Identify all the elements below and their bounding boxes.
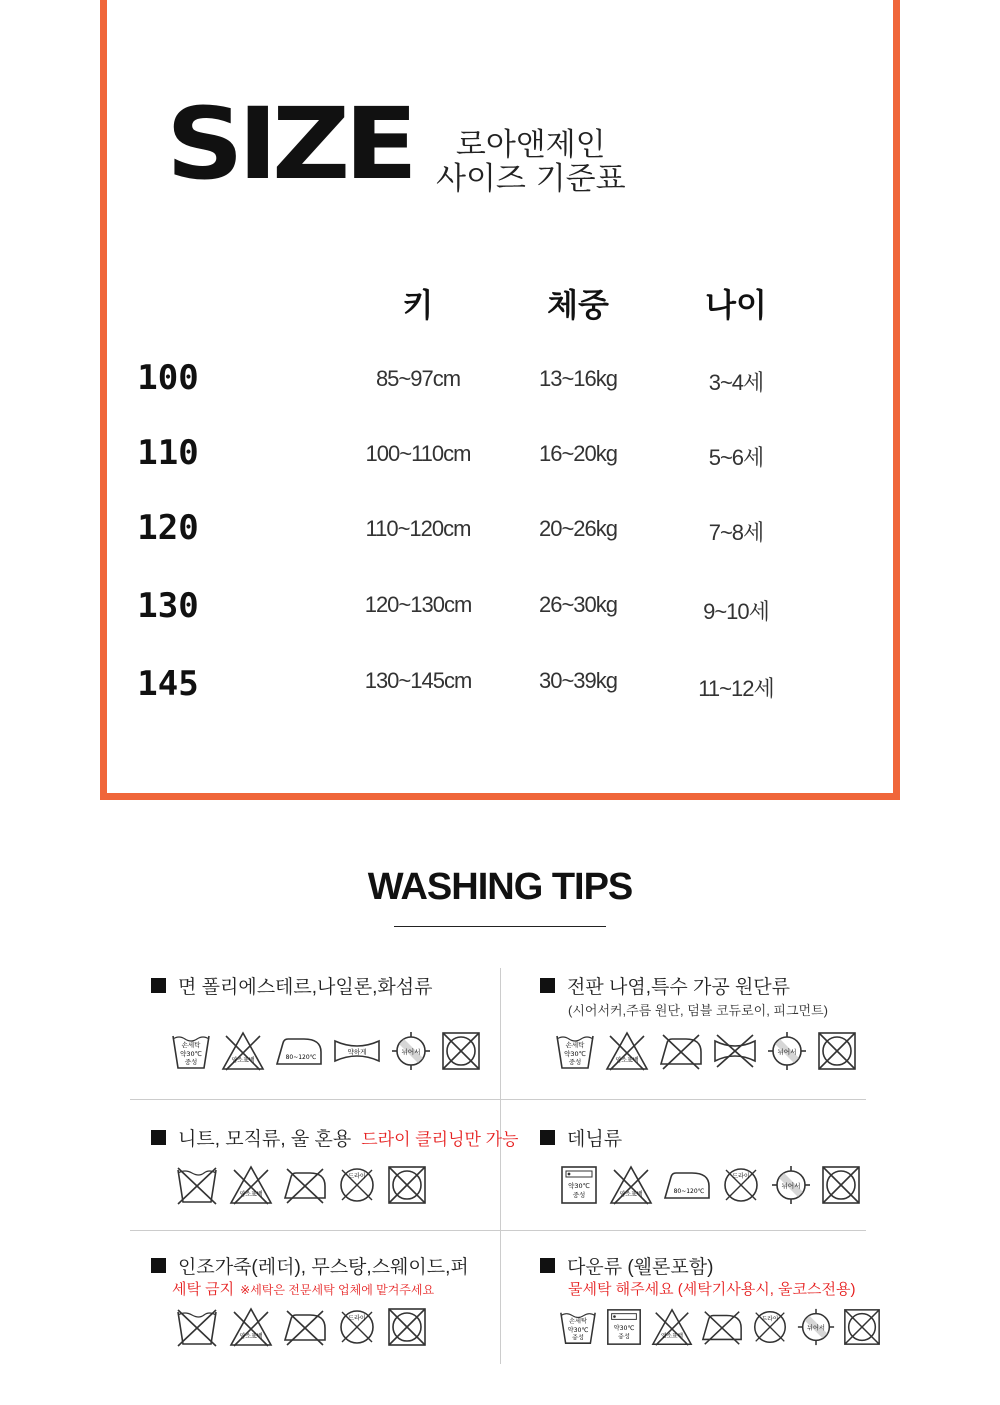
no-tumble-dry-icon xyxy=(820,1164,862,1206)
svg-text:드라이: 드라이 xyxy=(348,1315,366,1322)
row-weight: 13~16kg xyxy=(538,366,618,391)
category-label: 면 폴리에스테르,나일론,화섬류 xyxy=(178,977,433,998)
category-label: 다운류 (웰론포함) xyxy=(567,1257,714,1278)
svg-text:80~120℃: 80~120℃ xyxy=(285,1054,317,1061)
no-bleach-icon xyxy=(220,1030,266,1072)
column-divider xyxy=(500,968,501,1364)
bullet-square xyxy=(151,1258,166,1273)
size-subtitle-brand: 로아앤제인 xyxy=(455,127,606,163)
size-subtitle-desc: 사이즈 기준표 xyxy=(436,161,626,197)
row-height: 110~120cm xyxy=(365,516,471,541)
svg-text:약30℃: 약30℃ xyxy=(567,1326,589,1334)
row-divider xyxy=(130,1099,866,1100)
shade-dry-icon xyxy=(770,1164,812,1206)
wash-category-down xyxy=(540,1252,713,1279)
row-weight: 26~30kg xyxy=(538,592,618,617)
bullet-square xyxy=(151,978,166,993)
row-age: 3~4세 xyxy=(708,370,764,395)
care-icons xyxy=(554,1030,858,1072)
care-icons xyxy=(174,1164,428,1206)
no-tumble-dry-icon xyxy=(440,1030,482,1072)
wash-category-leather xyxy=(151,1252,469,1279)
svg-text:드라이: 드라이 xyxy=(732,1173,750,1180)
no-tumble-dry-icon xyxy=(386,1306,428,1348)
care-icons xyxy=(174,1306,428,1348)
dry-clean-icon xyxy=(336,1164,378,1206)
no-tumble-dry-icon xyxy=(842,1306,882,1348)
bullet-square xyxy=(540,1258,555,1273)
row-height: 120~130cm xyxy=(364,592,472,617)
row-size-label: 145 xyxy=(137,664,199,704)
wash-category-knit xyxy=(151,1124,518,1151)
dry-clean-icon xyxy=(750,1306,790,1348)
shade-dry-icon xyxy=(796,1306,836,1348)
row-divider xyxy=(130,1230,866,1231)
svg-text:약30℃: 약30℃ xyxy=(180,1050,202,1058)
row-age: 7~8세 xyxy=(708,520,764,545)
svg-text:염소표백: 염소표백 xyxy=(619,1191,643,1198)
wash-category-cotton xyxy=(151,972,432,999)
care-icons xyxy=(170,1030,482,1072)
bullet-square xyxy=(540,1130,555,1145)
no-bleach-icon xyxy=(228,1306,274,1348)
svg-text:염소표백: 염소표백 xyxy=(660,1333,684,1340)
hand-wash-icon xyxy=(558,1306,598,1348)
svg-text:뉘어서: 뉘어서 xyxy=(781,1182,801,1190)
svg-text:뉘어서: 뉘어서 xyxy=(777,1048,797,1056)
row-age: 9~10세 xyxy=(703,599,769,624)
warning-text: 세탁 금지 xyxy=(172,1281,235,1298)
no-wash-icon xyxy=(174,1306,220,1348)
row-size-label: 110 xyxy=(137,433,199,473)
dry-clean-only-note: 드라이 클리닝만 가능 xyxy=(361,1130,519,1149)
svg-text:손세탁: 손세탁 xyxy=(181,1041,201,1049)
svg-text:중성: 중성 xyxy=(184,1058,198,1066)
hand-wash-icon xyxy=(170,1030,212,1072)
svg-text:염소표백: 염소표백 xyxy=(239,1191,263,1198)
row-weight: 16~20kg xyxy=(538,441,618,466)
iron-medium-icon xyxy=(662,1164,712,1206)
no-bleach-icon xyxy=(228,1164,274,1206)
no-wash-icon xyxy=(174,1164,220,1206)
row-height: 130~145cm xyxy=(364,668,472,693)
header-age: 나이 xyxy=(705,286,767,324)
bullet-square xyxy=(151,1130,166,1145)
svg-text:약30℃: 약30℃ xyxy=(564,1050,586,1058)
svg-text:염소표백: 염소표백 xyxy=(615,1057,639,1064)
care-icons xyxy=(558,1306,882,1348)
row-height: 85~97cm xyxy=(375,366,461,391)
svg-text:중성: 중성 xyxy=(618,1333,630,1341)
svg-text:드라이: 드라이 xyxy=(761,1316,779,1323)
svg-text:80~120℃: 80~120℃ xyxy=(673,1188,705,1195)
washing-tips-title: WASHING TIPS xyxy=(367,866,633,908)
svg-text:뉘어서: 뉘어서 xyxy=(807,1324,825,1332)
shade-dry-icon xyxy=(766,1030,808,1072)
no-wring-icon xyxy=(712,1030,758,1072)
no-bleach-icon xyxy=(604,1030,650,1072)
svg-text:염소표백: 염소표백 xyxy=(239,1333,263,1340)
bullet-square xyxy=(540,978,555,993)
svg-text:약30℃: 약30℃ xyxy=(613,1324,635,1332)
row-age: 5~6세 xyxy=(708,445,764,470)
gentle-wring-icon xyxy=(332,1030,382,1072)
dry-clean-icon xyxy=(720,1164,762,1206)
row-weight: 20~26kg xyxy=(538,516,618,541)
row-age: 11~12세 xyxy=(698,676,774,701)
machine-wash-icon xyxy=(604,1306,644,1348)
svg-text:손세탁: 손세탁 xyxy=(569,1318,587,1326)
row-height: 100~110cm xyxy=(365,441,471,466)
size-title: SIZE xyxy=(166,86,413,202)
shade-dry-icon xyxy=(390,1030,432,1072)
header-weight: 체중 xyxy=(547,286,609,324)
category-label: 전판 나염,특수 가공 원단류 xyxy=(567,977,791,998)
no-iron-icon xyxy=(282,1306,328,1348)
warning-subtext: ※세탁은 전문세탁 업체에 맡겨주세요 xyxy=(240,1283,435,1297)
size-subtitle xyxy=(436,128,626,196)
no-iron-icon xyxy=(282,1164,328,1206)
dry-clean-icon xyxy=(336,1306,378,1348)
svg-text:약하게: 약하게 xyxy=(347,1048,367,1056)
category-label: 니트, 모직류, 울 혼용 xyxy=(178,1129,352,1150)
svg-text:약30℃: 약30℃ xyxy=(568,1182,590,1190)
wash-category-denim xyxy=(540,1124,622,1151)
no-tumble-dry-icon xyxy=(816,1030,858,1072)
water-wash-note: 물세탁 해주세요 (세탁기사용시, 울코스전용) xyxy=(568,1281,856,1298)
row-size-label: 100 xyxy=(137,358,199,398)
no-bleach-icon xyxy=(608,1164,654,1206)
category-label: 인조가죽(레더), 무스탕,스웨이드,퍼 xyxy=(178,1257,469,1278)
no-iron-icon xyxy=(700,1306,744,1348)
category-note: (시어서커,주름 원단, 덤블 코듀로이, 피그먼트) xyxy=(568,1003,828,1018)
svg-text:뉘어서: 뉘어서 xyxy=(401,1048,421,1056)
no-bleach-icon xyxy=(650,1306,694,1348)
wash-category-print xyxy=(540,972,790,999)
no-wash-warning xyxy=(172,1278,434,1299)
row-size-label: 130 xyxy=(137,586,199,626)
svg-text:드라이: 드라이 xyxy=(348,1173,366,1180)
svg-text:중성: 중성 xyxy=(572,1334,584,1342)
no-iron-icon xyxy=(658,1030,704,1072)
svg-text:손세탁: 손세탁 xyxy=(565,1041,585,1049)
row-weight: 30~39kg xyxy=(538,668,618,693)
machine-wash-icon xyxy=(558,1164,600,1206)
hand-wash-icon xyxy=(554,1030,596,1072)
svg-text:중성: 중성 xyxy=(568,1058,582,1066)
iron-medium-icon xyxy=(274,1030,324,1072)
title-underline xyxy=(394,926,606,927)
no-tumble-dry-icon xyxy=(386,1164,428,1206)
svg-text:염소표백: 염소표백 xyxy=(231,1057,255,1064)
row-size-label: 120 xyxy=(137,508,199,548)
header-height: 키 xyxy=(402,286,434,324)
category-label: 데님류 xyxy=(567,1129,623,1150)
svg-text:중성: 중성 xyxy=(572,1191,586,1199)
care-icons xyxy=(558,1164,862,1206)
